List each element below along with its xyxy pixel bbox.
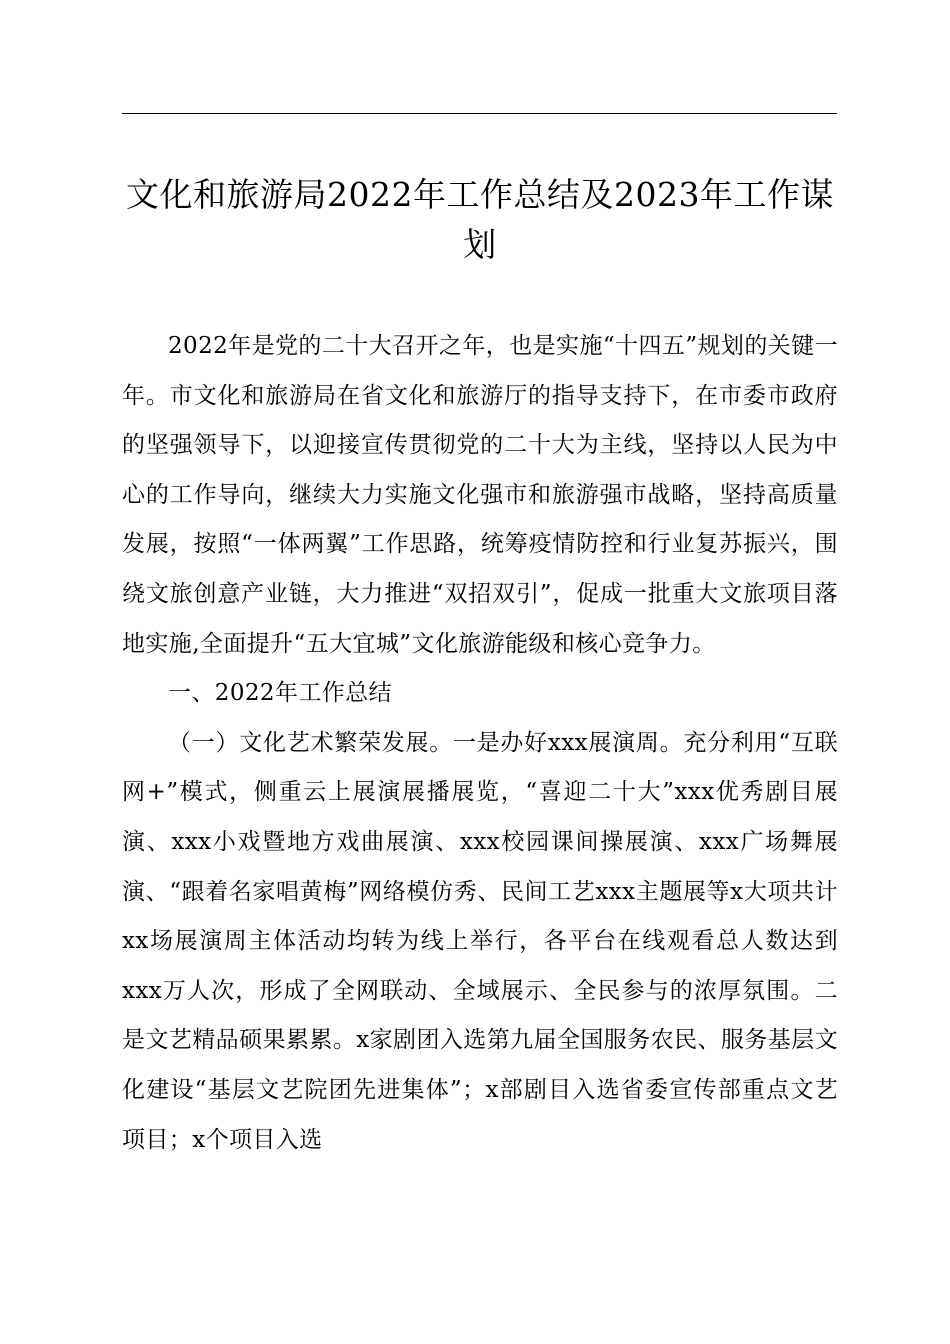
page-title: 文化和旅游局2022年工作总结及2023年工作谋划 (126, 175, 834, 264)
header-divider (122, 113, 837, 114)
intro-paragraph: 2022年是党的二十大召开之年，也是实施“十四五”规划的关键一年。市文化和旅游局在省文化和旅游厅的指导支持下，在市委市政府的坚强领导下，以迎接宣传贯彻党的二十大为主线，坚持以人民为中心的工作导向，继续大力实施文化强市和旅游强市战略，坚持高质量发展，按照“一体两翼”工作思路，统筹疫情防控和行业复苏振兴，围绕文旅创意产业链，大力推进“双招双引”，促成一批重大文旅项目落地实施,全面提升“五大宜城”文化旅游能级和核心竞争力。 (122, 333, 838, 657)
document-body (122, 322, 838, 1165)
section-heading: 一、2022年工作总结 (168, 680, 392, 707)
body-paragraph: （一）文化艺术繁荣发展。一是办好xxx展演周。充分利用“互联网+”模式，侧重云上展演展播展览，“喜迎二十大”xxx优秀剧目展演、xxx小戏暨地方戏曲展演、xxx校园课间操展演、xxx广场舞展演、“跟着名家唱黄梅”网络模仿秀、民间工艺xxx主题展等x大项共计xx场展演周主体活动均转为线上举行，各平台在线观看总人数达到xxx万人次，形成了全网联动、全域展示、全民参与的浓厚氛围。二是文艺精品硕果累累。x家剧团入选第九届全国服务农民、服务基层文化建设“基层文艺院团先进集体”；x部剧目入选省委宣传部重点文艺项目；x个项目入选 (122, 729, 838, 1153)
